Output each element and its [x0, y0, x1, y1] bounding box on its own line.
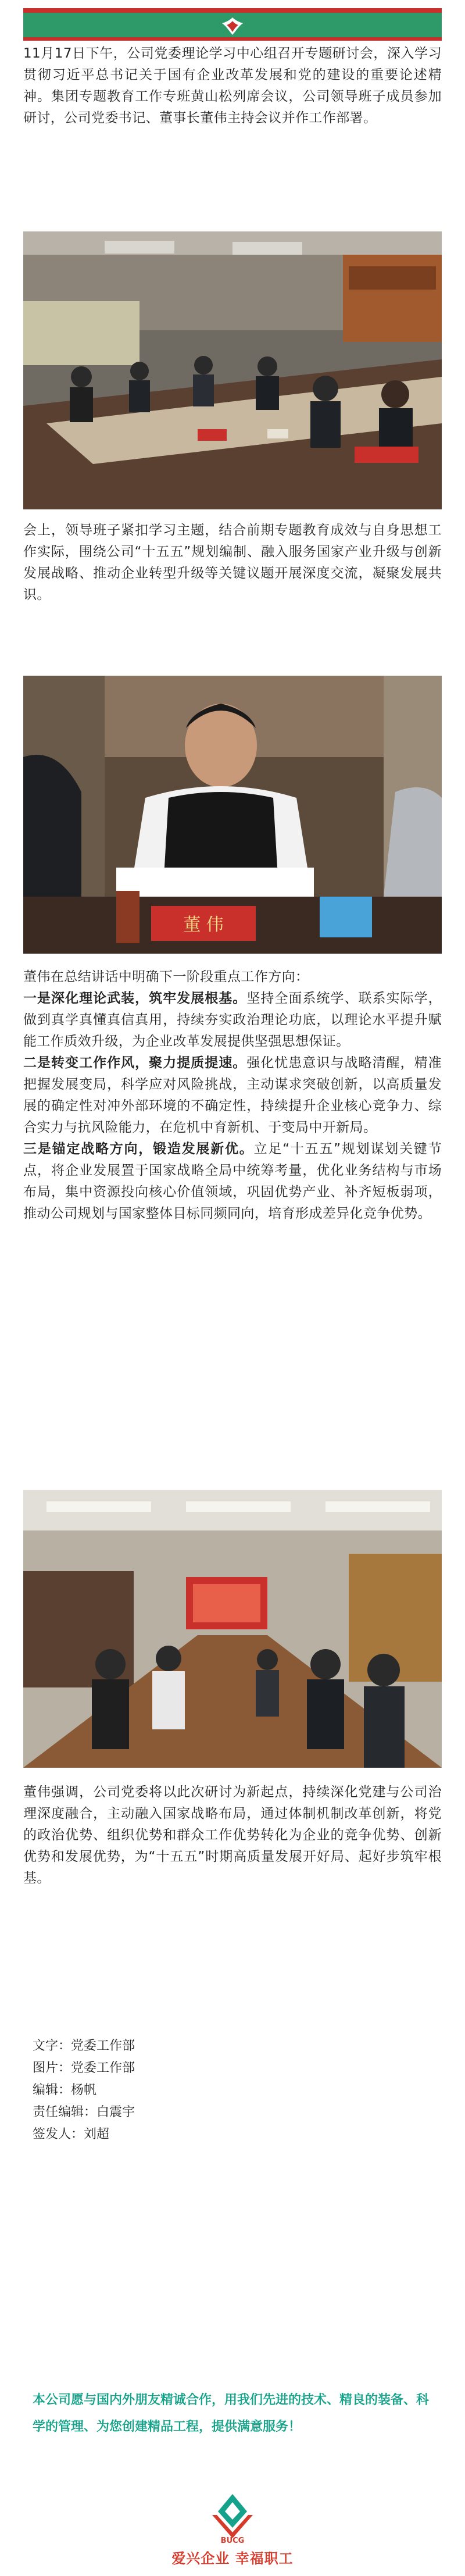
footer-motto: 爱兴企业 幸福职工	[171, 2550, 294, 2567]
credit-row-chief-editor: 责任编辑：白震宇	[33, 2105, 135, 2120]
point-3-body: 立足“十五五”规划谋划关键节点，将企业发展置于国家战略全局中统筹考量，优化业务结构与市场布局，集中资源投向核心价值领域，巩固优势产业、补齐短板弱项，推动公司规划与国家整体目标同频同向，培育形成差异化竞争优势。	[23, 1141, 442, 1221]
point-2-title: 二是转变工作作风，聚力提质提速。	[23, 1055, 247, 1071]
banner-red-strip-bottom	[23, 37, 442, 41]
company-logo-icon	[220, 16, 245, 36]
credit-row-text: 文字：党委工作部	[33, 2039, 135, 2053]
company-slogan: 本公司愿与国内外朋友精诚合作，用我们先进的技术、精良的装备、科学的管理、为您创建精品工程，提供满意服务！	[33, 2393, 430, 2434]
bucg-logo-icon	[206, 2492, 259, 2544]
nameplate-text: 董 伟	[183, 915, 224, 935]
key-points-block	[23, 966, 442, 1225]
point-3-title: 三是锚定战略方向，锻造发展新优。	[23, 1141, 254, 1157]
credit-row-approver: 签发人：刘超	[33, 2127, 110, 2142]
summary-lead: 董伟在总结讲话中明确下一阶段重点工作方向：	[23, 969, 309, 984]
point-3	[23, 1139, 442, 1225]
intro-paragraph: 11月17日下午，公司党委理论学习中心组召开专题研讨会，深入学习贯彻习近平总书记关于国有企业改革发展和党的建设的重要论述精神。集团专题教育工作专班黄山松列席会议，公司领导班子成员参加研讨，公司党委书记、董事长董伟主持会议并作工作部署。	[23, 46, 442, 126]
emphasis-paragraph: 董伟强调，公司党委将以此次研讨为新起点，持续深化党建与公司治理深度融合，主动融入国家战略布局，通过体制机制改革创新，将党的政治优势、组织优势和群众工作优势转化为企业的竞争优势、创新优势和发展优势，为“十五五”时期高质量发展开好局、起好步筑牢根基。	[23, 1785, 442, 1886]
point-1-title: 一是深化理论武装，筑牢发展根基。	[23, 991, 247, 1006]
meeting-photo-3	[23, 1490, 442, 1768]
credit-row-photo: 图片：党委工作部	[33, 2061, 135, 2075]
point-1	[23, 988, 442, 1052]
discussion-paragraph: 会上，领导班子紧扣学习主题，结合前期专题教育成效与自身思想工作实际，围绕公司“十五五”规划编制、融入服务国家产业升级与创新发展战略、推动企业转型升级等关键议题开展深度交流，凝聚发展共识。	[23, 523, 442, 602]
meeting-photo-2	[23, 676, 442, 954]
credits-block	[33, 2035, 381, 2146]
credit-row-editor: 编辑：杨帆	[33, 2083, 97, 2097]
point-1-body: 坚持全面系统学、联系实际学，做到真学真懂真信真用，持续夯实政治理论功底，以理论水平提升赋能工作质效升级，为企业改革发展提供坚强思想保证。	[23, 991, 442, 1049]
banner-red-strip	[23, 8, 442, 13]
header-banner	[23, 8, 442, 41]
meeting-photo-1	[23, 231, 442, 509]
bucg-logo-text: BUCG	[220, 2536, 245, 2544]
point-2-body: 强化忧患意识与战略清醒，精准把握发展变局，科学应对风险挑战，主动谋求突破创新，以高质量发展的确定性对冲外部环境的不确定性，持续提升企业核心竞争力、综合实力与抗风险能力，在危机中育新机、于变局中开新局。	[23, 1055, 442, 1135]
point-2	[23, 1052, 442, 1139]
